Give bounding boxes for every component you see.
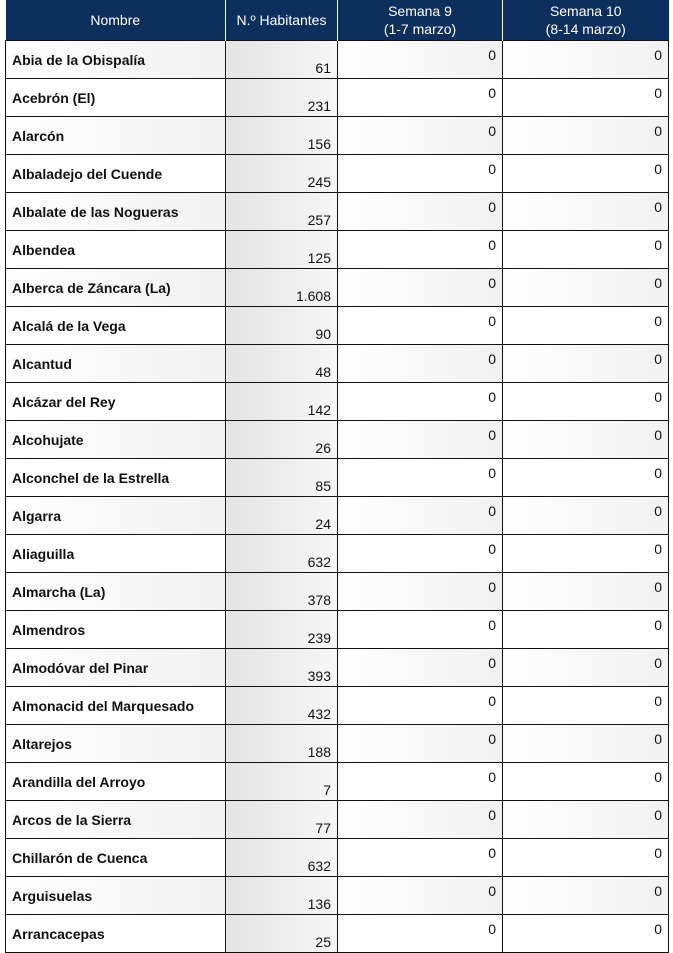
header-week-10: Semana 10 (8-14 marzo) xyxy=(503,0,669,41)
table-row xyxy=(6,611,669,649)
population: 85 xyxy=(226,459,338,497)
population: 77 xyxy=(226,801,338,839)
week-9-cases: 0 xyxy=(338,459,503,497)
week-9-cases: 0 xyxy=(338,383,503,421)
week-10-cases: 0 xyxy=(503,231,669,269)
municipality-name: Almarcha (La) xyxy=(6,573,226,611)
municipality-name: Almodóvar del Pinar xyxy=(6,649,226,687)
header-week-9: Semana 9 (1-7 marzo) xyxy=(338,0,503,41)
week-9-cases: 0 xyxy=(338,497,503,535)
week-10-cases: 0 xyxy=(503,687,669,725)
municipality-name: Almendros xyxy=(6,611,226,649)
population: 136 xyxy=(226,877,338,915)
population: 90 xyxy=(226,307,338,345)
week-9-cases: 0 xyxy=(338,421,503,459)
week-10-cases: 0 xyxy=(503,383,669,421)
week-10-cases: 0 xyxy=(503,877,669,915)
population: 25 xyxy=(226,915,338,953)
table-row xyxy=(6,269,669,307)
population: 48 xyxy=(226,345,338,383)
week-9-cases: 0 xyxy=(338,649,503,687)
week-9-cases: 0 xyxy=(338,611,503,649)
municipality-name: Arandilla del Arroyo xyxy=(6,763,226,801)
population: 231 xyxy=(226,79,338,117)
population: 378 xyxy=(226,573,338,611)
week-10-cases: 0 xyxy=(503,155,669,193)
week-10-cases: 0 xyxy=(503,611,669,649)
header-name: Nombre xyxy=(6,0,226,41)
table-row xyxy=(6,725,669,763)
week-10-cases: 0 xyxy=(503,801,669,839)
week-10-cases: 0 xyxy=(503,497,669,535)
week-10-cases: 0 xyxy=(503,41,669,79)
table-row xyxy=(6,573,669,611)
population: 188 xyxy=(226,725,338,763)
municipality-name: Alcohujate xyxy=(6,421,226,459)
week-9-cases: 0 xyxy=(338,801,503,839)
population: 7 xyxy=(226,763,338,801)
week-9-cases: 0 xyxy=(338,535,503,573)
week-10-cases: 0 xyxy=(503,535,669,573)
municipality-name: Acebrón (El) xyxy=(6,79,226,117)
week-9-cases: 0 xyxy=(338,725,503,763)
population: 125 xyxy=(226,231,338,269)
table-row xyxy=(6,421,669,459)
municipality-name: Arrancacepas xyxy=(6,915,226,953)
population: 245 xyxy=(226,155,338,193)
population: 1.608 xyxy=(226,269,338,307)
table-row xyxy=(6,497,669,535)
week-9-cases: 0 xyxy=(338,269,503,307)
municipality-name: Alcalá de la Vega xyxy=(6,307,226,345)
table-row xyxy=(6,459,669,497)
municipality-name: Altarejos xyxy=(6,725,226,763)
week-9-cases: 0 xyxy=(338,839,503,877)
table-row xyxy=(6,345,669,383)
week-10-cases: 0 xyxy=(503,193,669,231)
week-10-cases: 0 xyxy=(503,459,669,497)
table-row xyxy=(6,649,669,687)
municipality-name: Aliaguilla xyxy=(6,535,226,573)
table-row xyxy=(6,231,669,269)
week-10-cases: 0 xyxy=(503,117,669,155)
table-row xyxy=(6,535,669,573)
municipality-name: Almonacid del Marquesado xyxy=(6,687,226,725)
week-10-cases: 0 xyxy=(503,763,669,801)
municipality-name: Alcázar del Rey xyxy=(6,383,226,421)
week-9-cases: 0 xyxy=(338,345,503,383)
table-row xyxy=(6,839,669,877)
municipality-name: Alconchel de la Estrella xyxy=(6,459,226,497)
table-row xyxy=(6,155,669,193)
population: 142 xyxy=(226,383,338,421)
municipality-name: Albendea xyxy=(6,231,226,269)
week-10-cases: 0 xyxy=(503,725,669,763)
population: 432 xyxy=(226,687,338,725)
week-9-cases: 0 xyxy=(338,155,503,193)
population: 632 xyxy=(226,839,338,877)
table-row xyxy=(6,877,669,915)
week-10-cases: 0 xyxy=(503,839,669,877)
municipality-name: Alarcón xyxy=(6,117,226,155)
week-10-cases: 0 xyxy=(503,269,669,307)
week-9-cases: 0 xyxy=(338,193,503,231)
table-row xyxy=(6,687,669,725)
week-10-cases: 0 xyxy=(503,573,669,611)
week-9-cases: 0 xyxy=(338,687,503,725)
week-9-cases: 0 xyxy=(338,231,503,269)
population: 257 xyxy=(226,193,338,231)
municipality-name: Albaladejo del Cuende xyxy=(6,155,226,193)
week-9-cases: 0 xyxy=(338,117,503,155)
week-9-cases: 0 xyxy=(338,763,503,801)
municipality-name: Arguisuelas xyxy=(6,877,226,915)
table-row xyxy=(6,307,669,345)
municipality-name: Albalate de las Nogueras xyxy=(6,193,226,231)
population: 61 xyxy=(226,41,338,79)
table-row xyxy=(6,41,669,79)
table-row xyxy=(6,383,669,421)
municipality-table xyxy=(5,0,669,953)
population: 26 xyxy=(226,421,338,459)
population: 632 xyxy=(226,535,338,573)
week-10-cases: 0 xyxy=(503,915,669,953)
week-9-cases: 0 xyxy=(338,573,503,611)
header-row xyxy=(6,0,669,41)
municipality-name: Chillarón de Cuenca xyxy=(6,839,226,877)
week-10-cases: 0 xyxy=(503,421,669,459)
municipality-name: Alcantud xyxy=(6,345,226,383)
municipality-name: Arcos de la Sierra xyxy=(6,801,226,839)
header-population: N.º Habitantes xyxy=(226,0,338,41)
table-row xyxy=(6,79,669,117)
week-10-cases: 0 xyxy=(503,79,669,117)
week-9-cases: 0 xyxy=(338,307,503,345)
population: 239 xyxy=(226,611,338,649)
week-9-cases: 0 xyxy=(338,41,503,79)
municipality-name: Abia de la Obispalía xyxy=(6,41,226,79)
week-9-cases: 0 xyxy=(338,79,503,117)
table-row xyxy=(6,915,669,953)
table-row xyxy=(6,801,669,839)
municipality-name: Algarra xyxy=(6,497,226,535)
week-9-cases: 0 xyxy=(338,915,503,953)
week-9-cases: 0 xyxy=(338,877,503,915)
table-row xyxy=(6,117,669,155)
population: 393 xyxy=(226,649,338,687)
week-10-cases: 0 xyxy=(503,649,669,687)
municipality-name: Alberca de Záncara (La) xyxy=(6,269,226,307)
table-row xyxy=(6,193,669,231)
week-10-cases: 0 xyxy=(503,307,669,345)
table-row xyxy=(6,763,669,801)
population: 24 xyxy=(226,497,338,535)
population: 156 xyxy=(226,117,338,155)
week-10-cases: 0 xyxy=(503,345,669,383)
